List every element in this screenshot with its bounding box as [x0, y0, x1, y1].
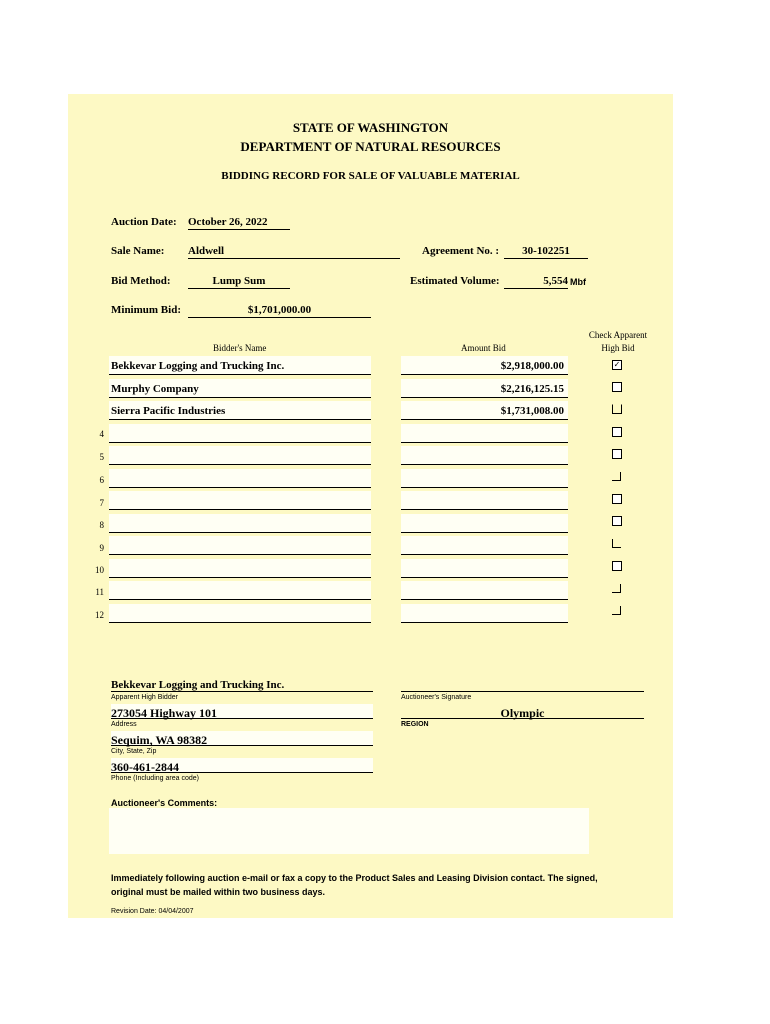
- amount-bid-cell[interactable]: $2,216,125.15: [401, 379, 568, 398]
- row-number: 9: [99, 543, 104, 553]
- auction-date-label: Auction Date:: [111, 216, 177, 228]
- bidder-name-cell[interactable]: [109, 604, 371, 623]
- high-bid-checkbox[interactable]: [612, 404, 622, 414]
- bidder-name-cell[interactable]: [109, 536, 371, 555]
- bidder-name-cell[interactable]: Sierra Pacific Industries: [109, 401, 371, 420]
- min-bid-label: Minimum Bid:: [111, 304, 181, 316]
- agreement-label: Agreement No. :: [422, 245, 500, 257]
- apparent-high-bidder-caption: Apparent High Bidder: [111, 694, 178, 701]
- phone-field[interactable]: 360-461-2844: [111, 758, 373, 773]
- amount-bid-cell[interactable]: $2,918,000.00: [401, 356, 568, 375]
- high-bid-checkbox[interactable]: ✓: [613, 360, 621, 369]
- volume-field[interactable]: 5,554: [504, 274, 568, 289]
- bidder-name-cell[interactable]: [109, 491, 371, 510]
- high-bid-checkbox[interactable]: [612, 539, 621, 548]
- apparent-high-bidder-field[interactable]: Bekkevar Logging and Trucking Inc.: [111, 675, 373, 692]
- high-bid-checkbox[interactable]: [612, 382, 622, 392]
- amount-bid-cell[interactable]: [401, 604, 568, 623]
- amount-bid-cell[interactable]: [401, 536, 568, 555]
- address-caption: Address: [111, 721, 137, 728]
- state-heading: STATE OF WASHINGTON: [292, 120, 449, 135]
- amount-bid-cell[interactable]: [401, 469, 568, 488]
- bidder-column-header: Bidder's Name: [213, 343, 267, 353]
- row-number: 8: [99, 520, 104, 530]
- amount-bid-cell[interactable]: [401, 491, 568, 510]
- amount-bid-cell[interactable]: $1,731,008.00: [401, 401, 568, 420]
- row-number: 12: [95, 610, 104, 620]
- row-number: 4: [99, 429, 104, 439]
- high-bid-checkbox[interactable]: [612, 561, 622, 571]
- bidder-name-cell[interactable]: [109, 469, 371, 488]
- bidder-name-cell[interactable]: [109, 514, 371, 533]
- row-number: 5: [99, 452, 104, 462]
- bidder-name-cell[interactable]: [109, 424, 371, 443]
- high-bid-checkbox[interactable]: [612, 494, 622, 504]
- check-column-header-line1: Check Apparent: [588, 330, 648, 340]
- amount-bid-cell[interactable]: [401, 446, 568, 465]
- bidder-name-cell[interactable]: [109, 446, 371, 465]
- amount-bid-cell[interactable]: [401, 424, 568, 443]
- sale-name-label: Sale Name:: [111, 245, 165, 257]
- city-state-zip-caption: City, State, Zip: [111, 748, 157, 755]
- row-number: 6: [99, 475, 104, 485]
- form-title: BIDDING RECORD FOR SALE OF VALUABLE MATERIAL: [221, 170, 520, 182]
- check-column-header-line2: High Bid: [601, 343, 635, 353]
- amount-bid-cell[interactable]: [401, 559, 568, 578]
- row-number: 7: [99, 498, 104, 508]
- sale-name-field[interactable]: Aldwell: [188, 244, 400, 259]
- region-caption: REGION: [401, 721, 429, 728]
- bidder-name-cell[interactable]: [109, 581, 371, 600]
- row-number: 10: [95, 565, 104, 575]
- high-bid-checkbox[interactable]: [612, 427, 622, 437]
- bid-method-label: Bid Method:: [111, 275, 171, 287]
- bid-method-field[interactable]: Lump Sum: [188, 274, 290, 289]
- row-number: 11: [95, 587, 104, 597]
- volume-unit: Mbf: [570, 277, 586, 287]
- revision-date: Revision Date: 04/04/2007: [111, 908, 194, 915]
- amount-bid-cell[interactable]: [401, 581, 568, 600]
- bidder-name-cell[interactable]: Bekkevar Logging and Trucking Inc.: [109, 356, 371, 375]
- amount-column-header: Amount Bid: [461, 343, 506, 353]
- auctioneer-signature-caption: Auctioneer's Signature: [401, 694, 472, 701]
- auction-date-field[interactable]: October 26, 2022: [188, 215, 290, 230]
- bidder-name-cell[interactable]: Murphy Company: [109, 379, 371, 398]
- high-bid-checkbox[interactable]: [612, 472, 621, 481]
- high-bid-checkbox[interactable]: [612, 606, 621, 615]
- phone-caption: Phone (Including area code): [111, 775, 199, 782]
- auctioneer-signature-field[interactable]: [401, 675, 644, 692]
- amount-bid-cell[interactable]: [401, 514, 568, 533]
- comments-label: Auctioneer's Comments:: [111, 798, 218, 808]
- form-sheet: [68, 94, 673, 918]
- bidder-name-cell[interactable]: [109, 559, 371, 578]
- min-bid-field[interactable]: $1,701,000.00: [188, 303, 371, 318]
- high-bid-checkbox[interactable]: [612, 584, 621, 593]
- comments-textarea[interactable]: [109, 808, 589, 854]
- agreement-field[interactable]: 30-102251: [504, 244, 588, 259]
- submission-notice: Immediately following auction e-mail or fax a copy to the Product Sales and Leasing Division contact. The signed, original must be mailed within two business days.: [111, 873, 598, 897]
- high-bid-checkbox[interactable]: [612, 449, 622, 459]
- region-field[interactable]: Olympic: [401, 704, 644, 719]
- high-bid-checkbox[interactable]: [612, 516, 622, 526]
- city-state-zip-field[interactable]: Sequim, WA 98382: [111, 731, 373, 746]
- address-field[interactable]: 273054 Highway 101: [111, 704, 373, 719]
- volume-label: Estimated Volume:: [410, 275, 500, 287]
- department-heading: DEPARTMENT OF NATURAL RESOURCES: [240, 139, 501, 154]
